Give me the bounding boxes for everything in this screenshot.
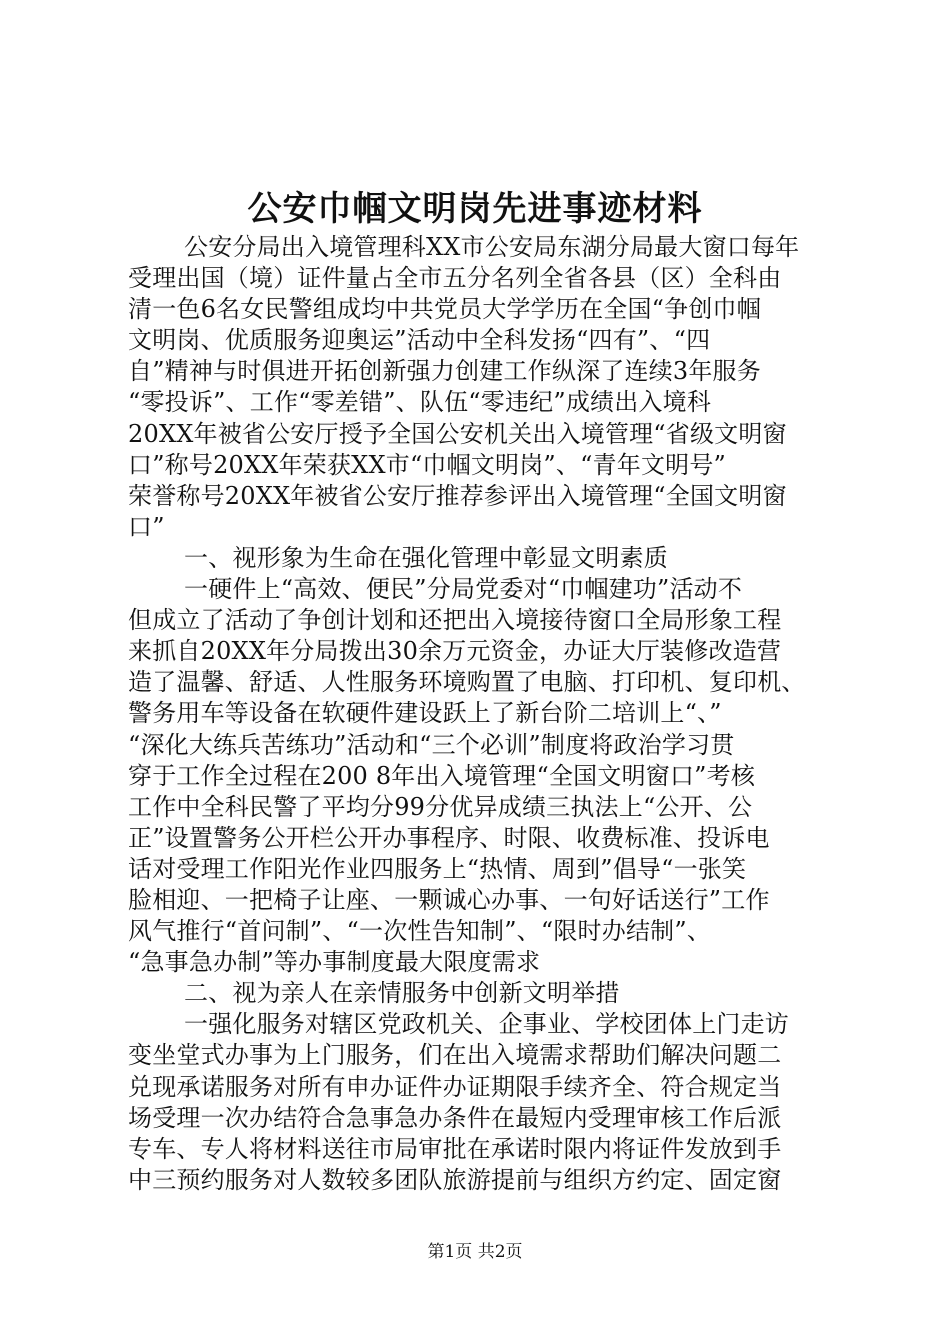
document-title: 公安巾帼文明岗先进事迹材料 [247, 189, 703, 229]
paragraph-line: 穿于工作全过程在200 8年出入境管理“全国文明窗口”考核 [128, 761, 756, 790]
paragraph-line: 但成立了活动了争创计划和还把出入境接待窗口全局形象工程 [128, 606, 782, 635]
paragraph-line: “深化大练兵苦练功”活动和“三个必训”制度将政治学习贯 [128, 730, 735, 759]
page-footer: 第1页 共2页 [427, 1242, 523, 1262]
paragraph-line: 受理出国（境）证件量占全市五分名列全省各县（区）全科由 [128, 264, 782, 293]
paragraph-line: 公安分局出入境管理科XX市公安局东湖分局最大窗口每年 [184, 233, 800, 261]
paragraph-line: 风气推行“首问制”、“一次性告知制”、“限时办结制”、 [128, 917, 712, 946]
paragraph-line: 自”精神与时俱进开拓创新强力创建工作纵深了连续3年服务 [128, 357, 761, 386]
paragraph-line: “急事急办制”等办事制度最大限度需求 [128, 948, 541, 977]
section-heading: 二、视为亲人在亲情服务中创新文明举措 [184, 979, 620, 1008]
paragraph-line: 兑现承诺服务对所有申办证件办证期限手续齐全、符合规定当 [128, 1072, 782, 1101]
paragraph-line: 口”称号20XX年荣获XX市“巾帼文明岗”、“青年文明号” [128, 450, 727, 479]
paragraph-line: 话对受理工作阳光作业四服务上“热情、周到”倡导“一张笑 [128, 854, 747, 883]
paragraph-line: 20XX年被省公安厅授予全国公安机关出入境管理“省级文明窗 [128, 419, 787, 448]
paragraph-line: 正”设置警务公开栏公开办事程序、时限、收费标准、投诉电 [128, 823, 770, 852]
paragraph-line: 变坐堂式办事为上门服务，们在出入境需求帮助们解决问题二 [128, 1041, 782, 1070]
paragraph-line: 来抓自20XX年分局拨出30余万元资金，办证大厅装修改造营 [128, 637, 782, 666]
section-heading: 一、视形象为生命在强化管理中彰显文明素质 [184, 543, 668, 572]
document-body [128, 232, 828, 1196]
paragraph-line: 清一色6名女民警组成均中共党员大学学历在全国“争创巾帼 [128, 295, 761, 324]
paragraph-line: 口” [128, 512, 165, 541]
paragraph-line: 场受理一次办结符合急事急办条件在最短内受理审核工作后派 [128, 1103, 782, 1132]
paragraph-line: 警务用车等设备在软硬件建设跃上了新台阶二培训上“、” [128, 699, 722, 728]
paragraph-line: 一强化服务对辖区党政机关、企事业、学校团体上门走访 [184, 1010, 789, 1039]
paragraph-line: 脸相迎、一把椅子让座、一颗诚心办事、一句好话送行”工作 [128, 885, 770, 914]
paragraph-line: “零投诉”、工作“零差错”、队伍“零违纪”成绩出入境科 [128, 388, 712, 417]
paragraph-line: 造了温馨、舒适、人性服务环境购置了电脑、打印机、复印机、 [128, 668, 806, 697]
paragraph-line: 文明岗、优质服务迎奥运”活动中全科发扬“四有”、“四 [128, 326, 711, 355]
paragraph-line: 专车、专人将材料送往市局审批在承诺时限内将证件发放到手 [128, 1134, 782, 1163]
paragraph-line: 一硬件上“高效、便民”分局党委对“巾帼建功”活动不 [184, 575, 743, 604]
paragraph-line: 工作中全科民警了平均分99分优异成绩三执法上“公开、公 [128, 792, 753, 821]
paragraph-line: 中三预约服务对人数较多团队旅游提前与组织方约定、固定窗 [128, 1165, 782, 1194]
paragraph-line: 荣誉称号20XX年被省公安厅推荐参评出入境管理“全国文明窗 [128, 481, 787, 510]
